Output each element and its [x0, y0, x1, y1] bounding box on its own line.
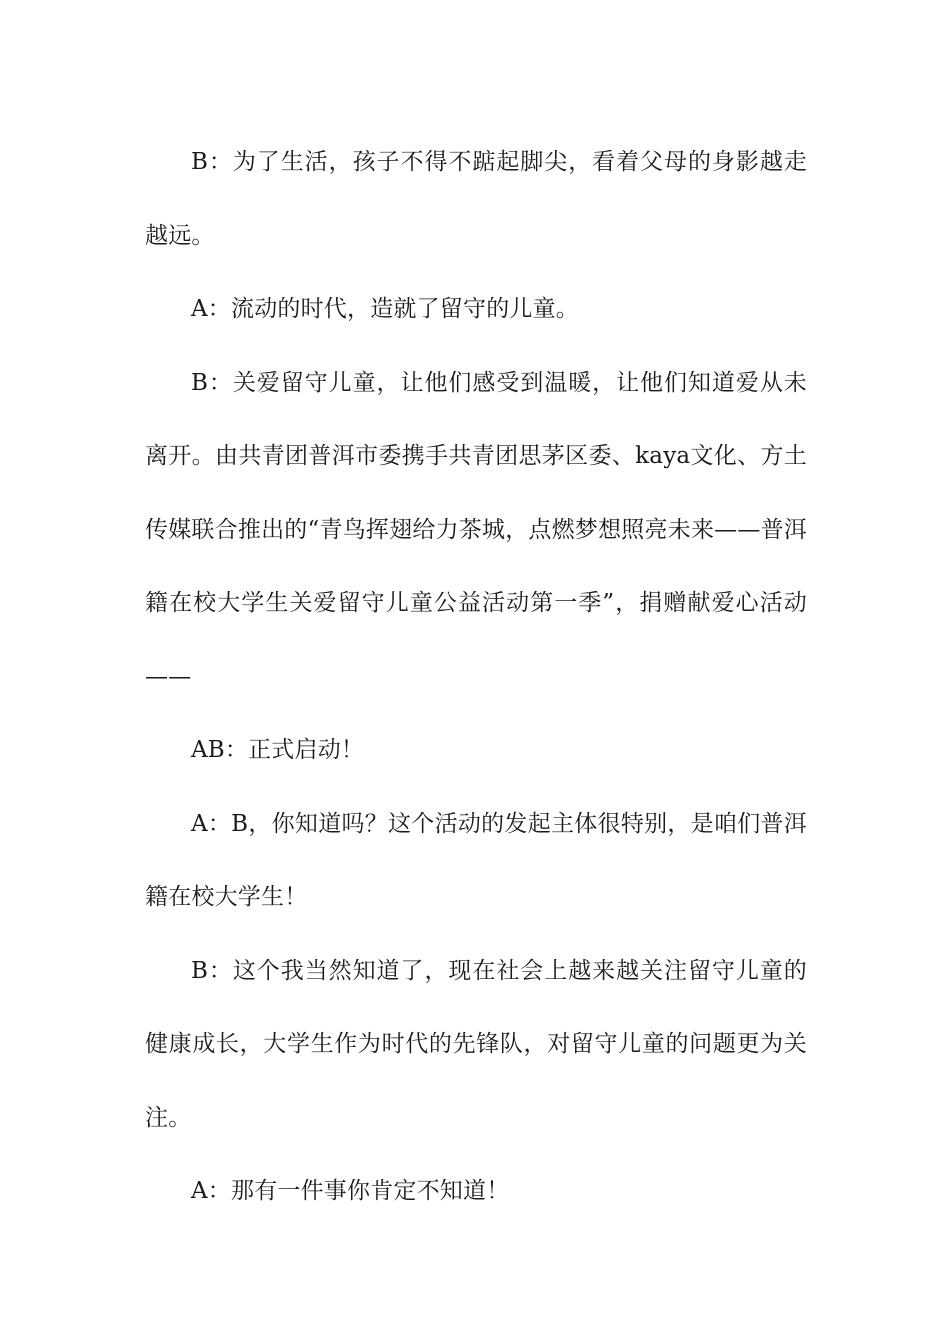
- paragraph: AB：正式启动！: [191, 737, 365, 763]
- paragraph: B：这个我当然知道了，现在社会上越来越关注留守儿童的健康成长，大学生作为时代的先锋队，对留守儿童的问题更为关注。: [145, 957, 807, 1131]
- paragraph: A：那有一件事你肯定不知道！: [191, 1178, 510, 1204]
- document-body: [145, 126, 807, 1229]
- paragraph: B：为了生活，孩子不得不踮起脚尖，看着父母的身影越走越远。: [145, 149, 807, 249]
- paragraph: B：关爱留守儿童，让他们感受到温暖，让他们知道爱从未离开。由共青团普洱市委携手共青团思茅区委、kaya文化、方土传媒联合推出的“青鸟挥翅给力茶城，点燃梦想照亮未来——普洱籍在校大学生关爱留守儿童公益活动第一季”，捐赠献爱心活动——: [145, 369, 807, 690]
- paragraph: A：B，你知道吗？这个活动的发起主体很特别，是咱们普洱籍在校大学生！: [145, 810, 807, 910]
- paragraph: A：流动的时代，造就了留守的儿童。: [191, 296, 580, 322]
